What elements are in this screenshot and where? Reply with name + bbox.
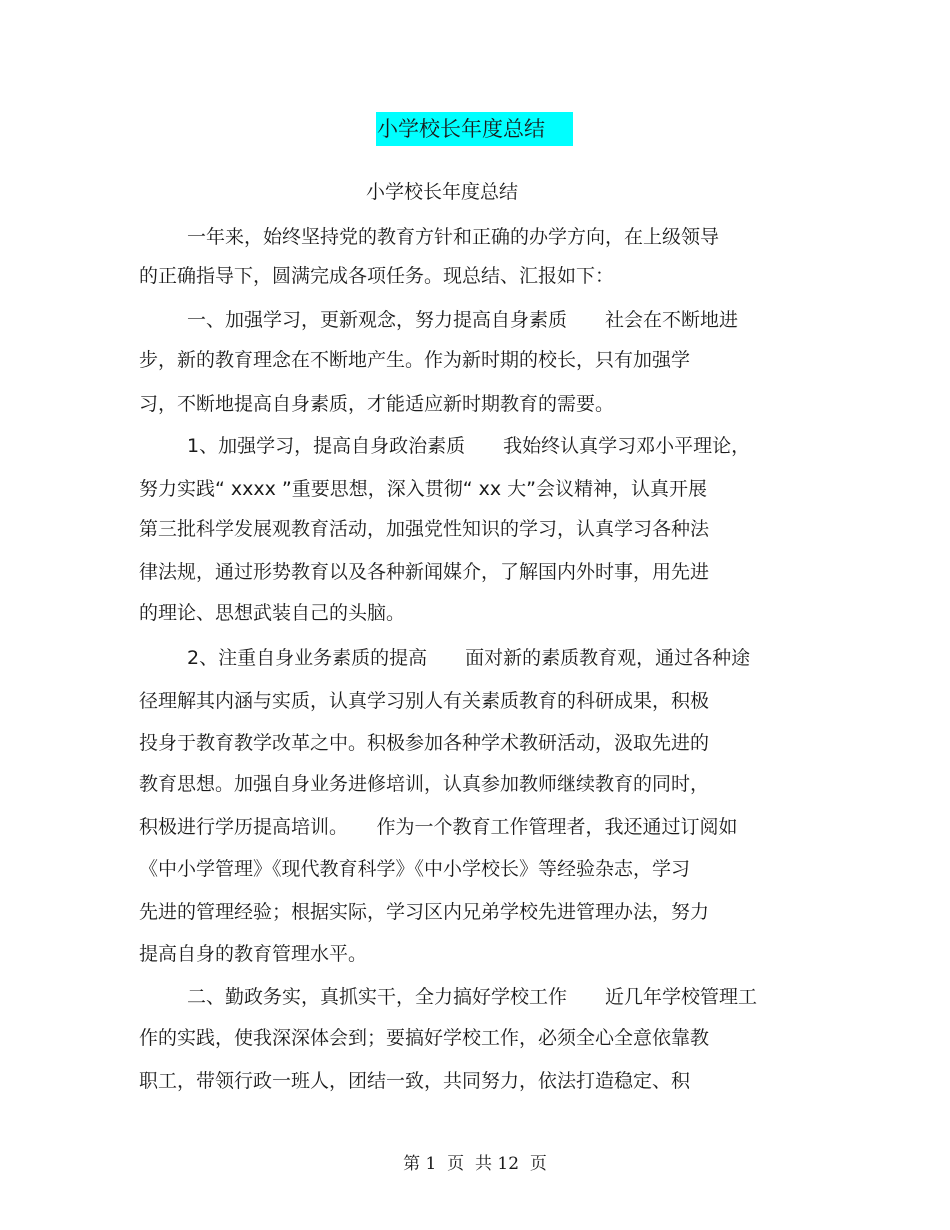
- body-line: 律法规，通过形势教育以及各种新闻媒介，了解国内外时事，用先进: [139, 561, 710, 583]
- body-line: 先进的管理经验；根据实际，学习区内兄弟学校先进管理办法，努力: [139, 901, 710, 923]
- document-title: 小学校长年度总结: [376, 112, 573, 146]
- body-line: 作的实践，使我深深体会到；要搞好学校工作，必须全心全意依靠教: [139, 1027, 710, 1049]
- body-line: 的正确指导下，圆满完成各项任务。现总结、汇报如下：: [139, 265, 615, 287]
- body-line: 积极进行学历提高培训。 作为一个教育工作管理者，我还通过订阅如: [139, 816, 738, 838]
- document-subtitle: 小学校长年度总结: [365, 181, 518, 203]
- body-line: 提高自身的教育管理水平。: [139, 943, 368, 965]
- body-line: 努力实践“ xxxx ”重要思想，深入贯彻“ xx 大”会议精神，认真开展: [139, 478, 707, 500]
- body-line: 第三批科学发展观教育活动，加强党性知识的学习，认真学习各种法: [139, 518, 710, 540]
- body-line: 一年来，始终坚持党的教育方针和正确的办学方向，在上级领导: [187, 226, 720, 248]
- body-line: 步，新的教育理念在不断地产生。作为新时期的校长，只有加强学: [139, 349, 691, 371]
- body-line: 习，不断地提高自身素质，才能适应新时期教育的需要。: [139, 393, 615, 415]
- section-heading-line: 二、勤政务实，真抓实干，全力搞好学校工作 近几年学校管理工: [187, 986, 758, 1008]
- subsection-heading-line: 2、注重自身业务素质的提高 面对新的素质教育观，通过各种途: [187, 647, 751, 669]
- section-heading-line: 一、加强学习，更新观念，努力提高自身素质 社会在不断地进: [187, 309, 739, 331]
- subsection-heading-line: 1、加强学习，提高自身政治素质 我始终认真学习邓小平理论，: [187, 435, 751, 457]
- body-line: 的理论、思想武装自己的头脑。: [139, 602, 406, 624]
- body-line: 职工，带领行政一班人，团结一致，共同努力，依法打造稳定、积: [139, 1070, 691, 1092]
- body-line: 径理解其内涵与实质，认真学习别人有关素质教育的科研成果，积极: [139, 690, 710, 712]
- body-line: 《中小学管理》《现代教育科学》《中小学校长》等经验杂志，学习: [139, 858, 691, 880]
- page-number-footer: 第 1 页 共 12 页: [403, 1154, 547, 1174]
- body-line: 投身于教育教学改革之中。积极参加各种学术教研活动，汲取先进的: [139, 732, 710, 754]
- body-line: 教育思想。加强自身业务进修培训，认真参加教师继续教育的同时，: [139, 773, 710, 795]
